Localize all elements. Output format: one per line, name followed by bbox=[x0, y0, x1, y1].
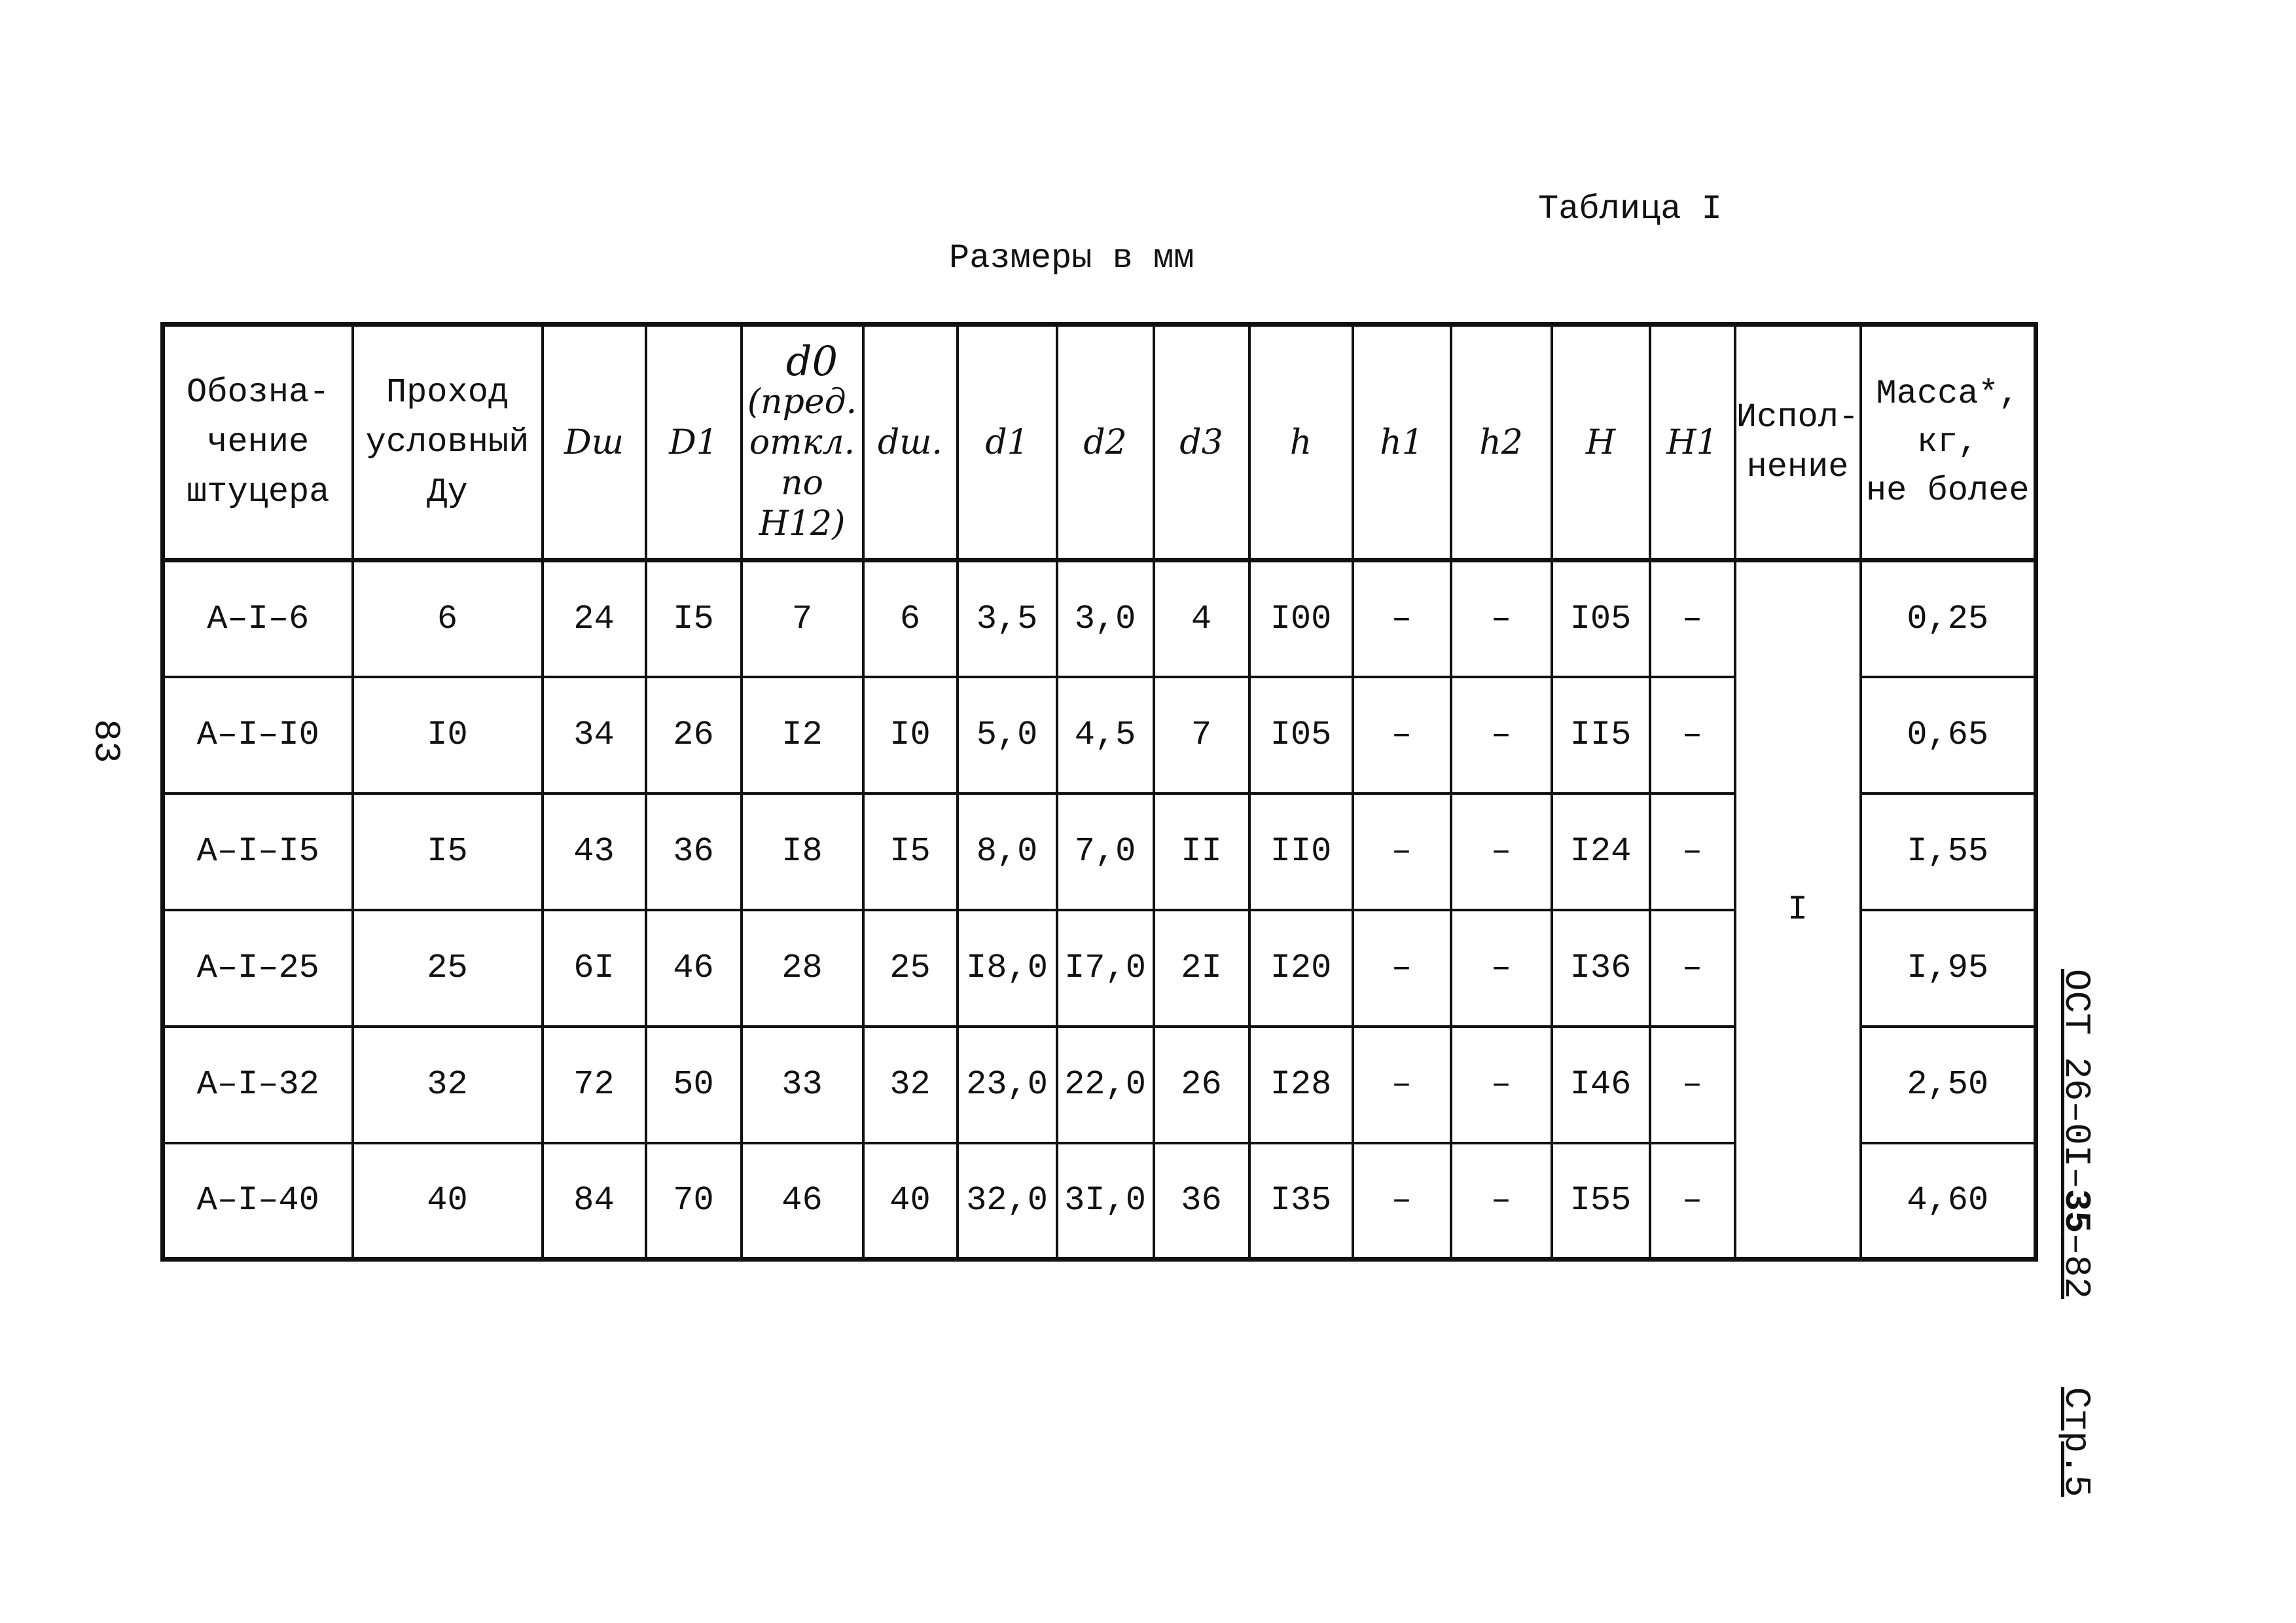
cell-designation: А–I–40 bbox=[163, 1143, 353, 1260]
col-header-designation: Обозна- чение штуцера bbox=[163, 325, 353, 560]
col-header-dsh: dш. bbox=[863, 325, 958, 560]
cell-H: I36 bbox=[1552, 910, 1650, 1027]
cell-execution: I bbox=[1735, 560, 1861, 1260]
cell-Dsh: 72 bbox=[543, 1027, 646, 1143]
cell-d1: 23,0 bbox=[958, 1027, 1057, 1143]
col-header-d3: d3 bbox=[1154, 325, 1249, 560]
cell-h2: – bbox=[1451, 1143, 1552, 1260]
cell-designation: А–I–25 bbox=[163, 910, 353, 1027]
cell-h2: – bbox=[1451, 910, 1552, 1027]
cell-d1: 32,0 bbox=[958, 1143, 1057, 1260]
cell-d0: 46 bbox=[742, 1143, 863, 1260]
cell-h: I00 bbox=[1249, 560, 1353, 677]
cell-d1: 5,0 bbox=[958, 677, 1057, 793]
cell-h1: – bbox=[1353, 1027, 1451, 1143]
col-header-d1: d1 bbox=[958, 325, 1057, 560]
cell-d2: 22,0 bbox=[1057, 1027, 1154, 1143]
col-header-D1: D1 bbox=[646, 325, 742, 560]
col-header-H: H bbox=[1552, 325, 1650, 560]
cell-d1: I8,0 bbox=[958, 910, 1057, 1027]
cell-mass: 0,25 bbox=[1861, 560, 2036, 677]
cell-H1: – bbox=[1650, 560, 1735, 677]
cell-h: I05 bbox=[1249, 677, 1353, 793]
cell-nominal-bore: I0 bbox=[353, 677, 543, 793]
cell-mass: I,95 bbox=[1861, 910, 2036, 1027]
cell-designation: А–I–32 bbox=[163, 1027, 353, 1143]
cell-h1: – bbox=[1353, 793, 1451, 910]
cell-d3: 4 bbox=[1154, 560, 1249, 677]
cell-h: I28 bbox=[1249, 1027, 1353, 1143]
cell-dsh: I0 bbox=[863, 677, 958, 793]
cell-Dsh: 84 bbox=[543, 1143, 646, 1260]
cell-d2: 3I,0 bbox=[1057, 1143, 1154, 1260]
cell-nominal-bore: 6 bbox=[353, 560, 543, 677]
cell-H: I05 bbox=[1552, 560, 1650, 677]
cell-nominal-bore: I5 bbox=[353, 793, 543, 910]
cell-nominal-bore: 40 bbox=[353, 1143, 543, 1260]
col-header-d2: d2 bbox=[1057, 325, 1154, 560]
cell-mass: 0,65 bbox=[1861, 677, 2036, 793]
cell-h2: – bbox=[1451, 793, 1552, 910]
cell-D1: 50 bbox=[646, 1027, 742, 1143]
cell-h1: – bbox=[1353, 1143, 1451, 1260]
standard-code: ОСТ 26–0I–35–82 bbox=[2055, 969, 2097, 1300]
cell-d3: 7 bbox=[1154, 677, 1249, 793]
cell-d0: 33 bbox=[742, 1027, 863, 1143]
col-header-h1: h1 bbox=[1353, 325, 1451, 560]
cell-D1: 70 bbox=[646, 1143, 742, 1260]
side-page-number: 83 bbox=[84, 719, 127, 763]
cell-Dsh: 24 bbox=[543, 560, 646, 677]
cell-Dsh: 43 bbox=[543, 793, 646, 910]
cell-Dsh: 34 bbox=[543, 677, 646, 793]
cell-d2: 7,0 bbox=[1057, 793, 1154, 910]
cell-h2: – bbox=[1451, 677, 1552, 793]
col-header-Dsh: Dш bbox=[543, 325, 646, 560]
col-header-h: h bbox=[1249, 325, 1353, 560]
cell-h: II0 bbox=[1249, 793, 1353, 910]
cell-d1: 3,5 bbox=[958, 560, 1057, 677]
cell-nominal-bore: 32 bbox=[353, 1027, 543, 1143]
table-row bbox=[163, 560, 2036, 677]
cell-d1: 8,0 bbox=[958, 793, 1057, 910]
cell-D1: 36 bbox=[646, 793, 742, 910]
cell-H1: – bbox=[1650, 793, 1735, 910]
table-header-row bbox=[163, 325, 2036, 560]
col-header-h2: h2 bbox=[1451, 325, 1552, 560]
cell-d3: II bbox=[1154, 793, 1249, 910]
cell-H: II5 bbox=[1552, 677, 1650, 793]
cell-Dsh: 6I bbox=[543, 910, 646, 1027]
cell-H: I46 bbox=[1552, 1027, 1650, 1143]
cell-mass: I,55 bbox=[1861, 793, 2036, 910]
cell-mass: 4,60 bbox=[1861, 1143, 2036, 1260]
cell-dsh: 6 bbox=[863, 560, 958, 677]
cell-h2: – bbox=[1451, 1027, 1552, 1143]
cell-h2: – bbox=[1451, 560, 1552, 677]
cell-D1: I5 bbox=[646, 560, 742, 677]
cell-dsh: 40 bbox=[863, 1143, 958, 1260]
cell-nominal-bore: 25 bbox=[353, 910, 543, 1027]
cell-dsh: 32 bbox=[863, 1027, 958, 1143]
cell-designation: А–I–6 bbox=[163, 560, 353, 677]
cell-d3: 36 bbox=[1154, 1143, 1249, 1260]
cell-dsh: I5 bbox=[863, 793, 958, 910]
cell-d2: 3,0 bbox=[1057, 560, 1154, 677]
cell-d0: I8 bbox=[742, 793, 863, 910]
cell-h: I20 bbox=[1249, 910, 1353, 1027]
col-header-H1: H1 bbox=[1650, 325, 1735, 560]
cell-h1: – bbox=[1353, 560, 1451, 677]
cell-h: I35 bbox=[1249, 1143, 1353, 1260]
cell-mass: 2,50 bbox=[1861, 1027, 2036, 1143]
cell-D1: 46 bbox=[646, 910, 742, 1027]
cell-h1: – bbox=[1353, 677, 1451, 793]
cell-H1: – bbox=[1650, 910, 1735, 1027]
cell-H: I55 bbox=[1552, 1143, 1650, 1260]
col-header-mass: Масса*, кг, не более bbox=[1861, 325, 2036, 560]
document-code bbox=[2055, 969, 2097, 1497]
cell-H1: – bbox=[1650, 1027, 1735, 1143]
cell-d0: 28 bbox=[742, 910, 863, 1027]
cell-H: I24 bbox=[1552, 793, 1650, 910]
units-note: Размеры в мм bbox=[949, 239, 1194, 278]
cell-d2: 4,5 bbox=[1057, 677, 1154, 793]
col-header-d0: d0 (пред. откл. по H12) bbox=[742, 325, 863, 560]
cell-d0: 7 bbox=[742, 560, 863, 677]
cell-h1: – bbox=[1353, 910, 1451, 1027]
cell-H1: – bbox=[1650, 1143, 1735, 1260]
col-header-execution: Испол- нение bbox=[1735, 325, 1861, 560]
cell-D1: 26 bbox=[646, 677, 742, 793]
cell-d3: 2I bbox=[1154, 910, 1249, 1027]
page-label: Стр.5 bbox=[2055, 1387, 2097, 1497]
col-header-nominal-bore: Проход условный Ду bbox=[353, 325, 543, 560]
cell-d0: I2 bbox=[742, 677, 863, 793]
cell-H1: – bbox=[1650, 677, 1735, 793]
fitting-dimensions-table bbox=[160, 322, 2038, 1262]
cell-d2: I7,0 bbox=[1057, 910, 1154, 1027]
cell-designation: А–I–I5 bbox=[163, 793, 353, 910]
table-title: Таблица I bbox=[1538, 190, 1722, 228]
cell-dsh: 25 bbox=[863, 910, 958, 1027]
cell-d3: 26 bbox=[1154, 1027, 1249, 1143]
cell-designation: А–I–I0 bbox=[163, 677, 353, 793]
